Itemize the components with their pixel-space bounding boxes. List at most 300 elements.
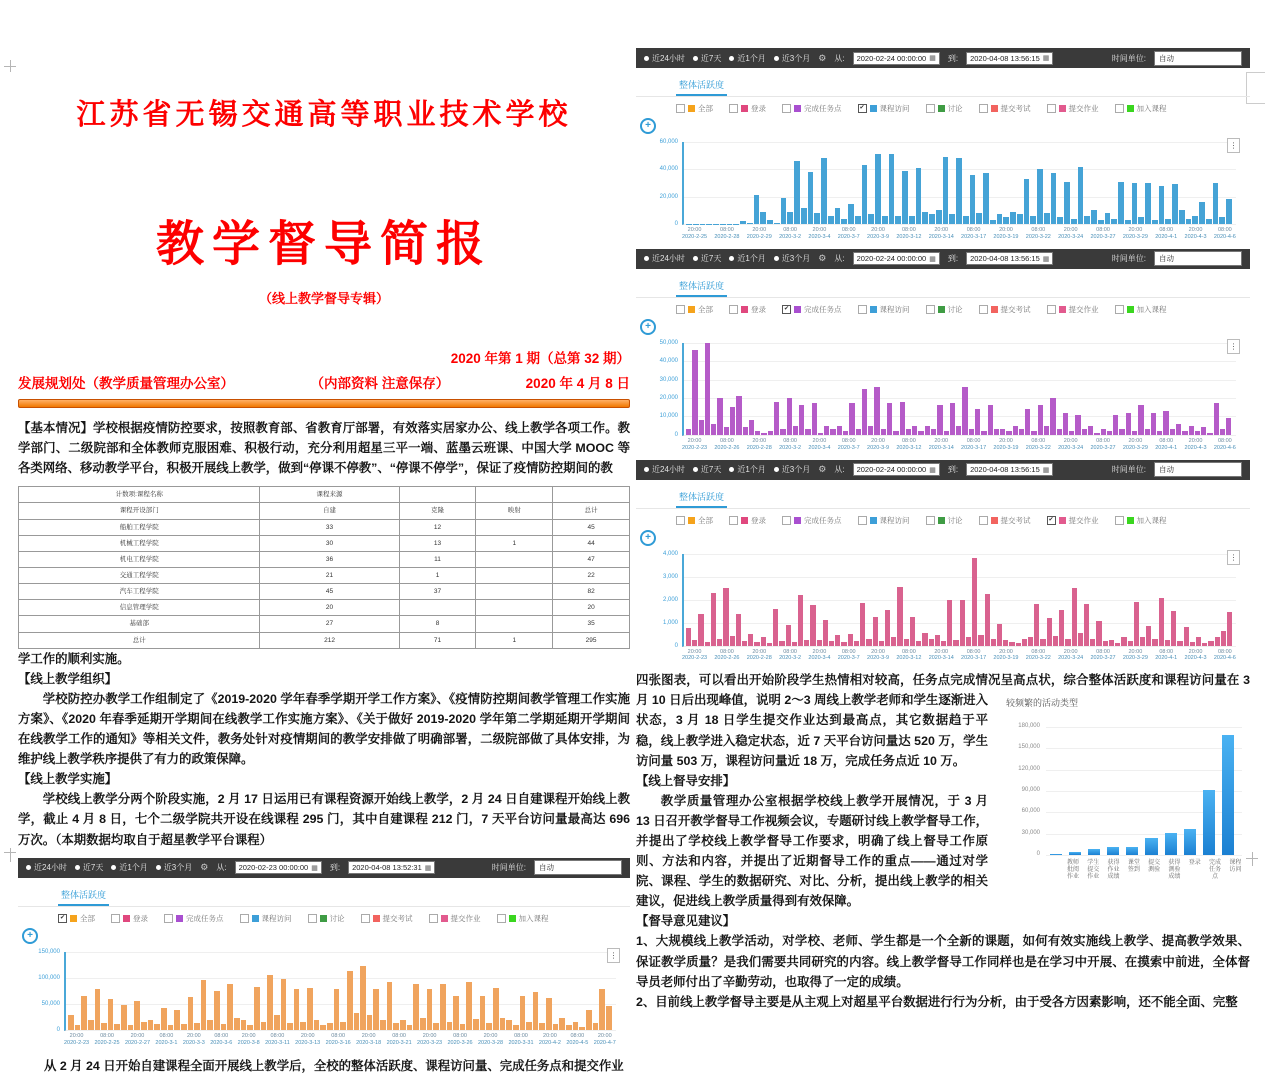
bar [698,614,703,645]
y-axis-label: 50,000 [20,1001,60,1007]
radio-dot-icon [644,256,649,261]
to-date-input[interactable]: 2020-04-08 13:56:15 ▦ [966,52,1053,65]
bar [835,208,841,224]
bar [997,624,1002,646]
bar [148,1020,154,1029]
legend-label: 完成任务点 [804,304,842,315]
legend-checkbox[interactable] [308,914,317,923]
legend-item[interactable] [497,913,549,924]
bar [1151,413,1156,435]
x-axis-labels [64,1033,616,1047]
table-cell: 45 [260,584,399,600]
x-axis-tick: 08:00 2020-3-17 [961,227,986,241]
legend-item[interactable] [926,515,963,526]
legend-checkbox[interactable] [729,104,738,113]
legend-item[interactable] [308,913,345,924]
to-date-input[interactable]: 2020-04-08 13:52:31 ▦ [348,861,435,874]
time-range-radio[interactable]: 近3个月 [774,53,810,64]
bar [868,426,873,435]
bar [866,639,871,646]
bar [1078,167,1084,224]
y-axis-label: 120,000 [1000,765,1040,775]
zoom-reset-icon[interactable]: + [640,118,656,134]
bar [1038,405,1043,434]
crop-mark [10,848,11,862]
legend-item[interactable] [1115,304,1167,315]
bar [1184,627,1189,645]
bar [234,1018,240,1029]
tab-overall-activity[interactable]: 整体活跃度 [58,886,109,906]
bar [101,1023,107,1029]
bar [1199,202,1205,224]
radio-dot-icon [774,56,779,61]
legend-checkbox[interactable] [497,914,506,923]
bar [835,635,840,645]
gear-icon[interactable]: ⚙ [200,862,208,873]
gear-icon[interactable]: ⚙ [818,253,826,264]
bar [134,1001,140,1030]
time-range-radio[interactable]: 近24小时 [26,862,67,873]
bar [1050,854,1062,855]
zoom-reset-icon[interactable]: + [640,319,656,335]
legend-checkbox[interactable] [676,305,685,314]
legend-item[interactable] [676,304,713,315]
gear-icon[interactable]: ⚙ [818,53,826,64]
bar [950,403,955,434]
bar [1047,618,1052,646]
legend-item[interactable] [858,304,910,315]
table-cell: 克隆 [399,503,476,519]
bar [929,639,934,646]
category-label: 课堂签到 [1127,860,1140,882]
bar [736,614,741,645]
y-axis-label: 0 [638,643,678,649]
legend-label: 提交作业 [1069,103,1099,114]
bar [922,633,927,646]
time-range-radio[interactable]: 近7天 [693,253,721,264]
time-range-radio[interactable]: 近1个月 [729,53,765,64]
legend-item[interactable] [729,103,766,114]
y-axis-label: 0 [20,1027,60,1033]
legend-item[interactable] [164,913,224,924]
x-axis-tick: 08:00 2020-3-16 [326,1033,351,1047]
legend-checkbox[interactable]: ✔ [858,104,867,113]
bars-area [686,142,1232,224]
bar [1084,604,1089,645]
legend-swatch [794,105,801,112]
gridline [684,646,1236,647]
legend-checkbox[interactable] [1115,305,1124,314]
bar [774,402,779,435]
bar [1226,418,1231,435]
from-date-input[interactable]: 2020-02-24 00:00:00 ▦ [853,463,940,476]
chart-menu-icon[interactable]: ⋮ [607,948,620,963]
time-unit-select[interactable]: 自动 [534,860,622,875]
bar [1189,426,1194,435]
bar [1152,220,1158,224]
time-range-radio[interactable]: 近7天 [693,53,721,64]
bar-plot [682,142,1236,225]
legend-item[interactable] [1115,515,1167,526]
bar [546,998,552,1029]
legend-item[interactable] [361,913,413,924]
legend-item[interactable] [782,103,842,114]
bar [956,426,961,435]
x-axis-labels [682,649,1236,663]
from-date-input[interactable]: 2020-02-23 00:00:00 ▦ [235,861,322,874]
bar [723,588,728,646]
bar [1172,184,1178,224]
chart-legend [676,103,1250,114]
legend-swatch [938,105,945,112]
legend-checkbox[interactable]: ✔ [1047,516,1056,525]
x-axis-tick: 20:00 2020-3-19 [993,227,1018,241]
legend-item[interactable] [926,103,963,114]
legend-checkbox[interactable] [240,914,249,923]
bar [686,628,691,645]
legend-item[interactable] [676,515,713,526]
bar [447,1022,453,1030]
table-cell: 汽车工程学院 [19,584,260,600]
x-axis-tick: 08:00 2020-2-25 [94,1033,119,1047]
legend-item[interactable] [729,304,766,315]
legend-checkbox[interactable] [782,104,791,113]
bar [891,637,896,645]
bar [533,992,539,1029]
table-cell: 机械工程学院 [19,535,260,551]
bars-area [686,343,1232,435]
bar-plot [64,952,616,1031]
bar [792,642,797,645]
time-unit-select[interactable]: 自动 [1154,51,1242,66]
bar [201,980,207,1029]
bar [692,350,697,435]
heading-online-teaching-impl: 【线上教学实施】 [18,769,630,789]
page2-body [636,670,1250,1012]
bar [1044,213,1050,224]
tab-overall-activity[interactable]: 整体活跃度 [676,277,727,297]
chart-menu-icon[interactable]: ⋮ [1227,138,1240,153]
legend-item[interactable] [858,515,910,526]
time-range-radio[interactable]: 近24小时 [644,464,685,475]
legend-checkbox[interactable] [111,914,120,923]
legend-item[interactable] [926,304,963,315]
legend-label: 提交考试 [383,913,413,924]
bar [1177,641,1182,646]
time-range-radio[interactable]: 近3个月 [774,464,810,475]
bulletin-title: 教学督导简报 [18,205,630,274]
bar-plot [682,554,1236,647]
time-range-radio[interactable]: 近1个月 [729,253,765,264]
legend-item[interactable] [111,913,148,924]
bar [798,595,803,646]
legend-item[interactable] [782,304,842,315]
legend-item[interactable] [1047,515,1099,526]
bar [1157,431,1162,435]
legend-item[interactable] [979,103,1031,114]
tab-overall-activity[interactable]: 整体活跃度 [676,76,727,96]
bar [466,982,472,1030]
time-unit-label: 时间单位: [1112,253,1146,264]
bar [1111,219,1117,224]
bar [781,198,787,224]
bar [981,431,986,435]
x-axis-tick: 20:00 2020-4-2 [539,1033,561,1047]
bar [740,221,746,224]
bar [736,396,741,435]
x-axis-tick: 20:00 2020-3-9 [867,227,889,241]
bar [433,1023,439,1029]
chart-legend [676,304,1250,315]
time-range-radio[interactable]: 近7天 [693,464,721,475]
time-range-radio[interactable]: 近1个月 [729,464,765,475]
time-range-radio[interactable]: 近3个月 [156,862,192,873]
gridline [684,224,1236,225]
bar [936,210,942,224]
legend-item[interactable] [979,515,1031,526]
time-range-radio[interactable]: 近1个月 [111,862,147,873]
legend-swatch [688,105,695,112]
legend-checkbox[interactable] [361,914,370,923]
x-axis-tick: 08:00 2020-3-17 [961,649,986,663]
time-range-radio[interactable]: 近24小时 [644,253,685,264]
bar [794,161,800,224]
y-axis-label: 50,000 [638,340,678,346]
tab-overall-activity[interactable]: 整体活跃度 [676,488,727,508]
table-cell [476,567,553,583]
table-cell [553,487,630,503]
bar [856,429,861,435]
legend-checkbox[interactable] [979,104,988,113]
legend-item[interactable] [782,515,842,526]
bar [387,982,393,1030]
x-axis-tick: 08:00 2020-3-31 [508,1033,533,1047]
bar [978,635,983,645]
bar [855,216,861,224]
bar [1202,643,1207,645]
x-axis-tick: 20:00 2020-3-19 [993,438,1018,452]
x-axis-tick: 20:00 2020-3-4 [808,227,830,241]
gear-icon[interactable]: ⚙ [818,464,826,475]
time-range-radio[interactable]: 近3个月 [774,253,810,264]
calendar-icon: ▦ [1043,466,1050,474]
bar [1105,213,1111,224]
page-1 [18,60,630,1074]
legend-checkbox[interactable] [429,914,438,923]
page-2 [636,48,1250,1012]
bar [711,593,716,646]
x-axis-tick: 08:00 2020-3-12 [896,649,921,663]
legend-checkbox[interactable] [1115,104,1124,113]
time-unit-select[interactable]: 自动 [1154,251,1242,266]
legend-checkbox[interactable] [979,305,988,314]
bar [420,1018,426,1029]
bar [925,426,930,435]
bar [360,966,366,1029]
bulletin-subtitle: （线上教学督导专辑） [18,288,630,307]
bar [873,617,878,646]
legend-item[interactable] [429,913,481,924]
bar [774,223,780,224]
gridline [684,435,1236,436]
bar [380,1020,386,1029]
zoom-reset-icon[interactable]: + [640,530,656,546]
table-cell: 8 [399,616,476,632]
bar [1222,735,1234,854]
legend-checkbox[interactable] [676,516,685,525]
bar [821,158,827,224]
x-axis-tick: 20:00 2020-3-28 [478,1033,503,1047]
bar [983,173,989,224]
category-label: 完成任务点 [1208,860,1221,882]
legend-label: 登录 [133,913,148,924]
x-axis-tick: 08:00 2020-3-26 [448,1033,473,1047]
bar [705,343,710,435]
legend-item[interactable] [729,515,766,526]
x-axis-tick: 08:00 2020-3-17 [961,438,986,452]
chart-menu-icon[interactable]: ⋮ [1227,550,1240,565]
legend-checkbox[interactable] [782,516,791,525]
bar [975,409,980,435]
bar [1010,212,1016,224]
bar [780,429,785,435]
table-cell: 总计 [553,503,630,519]
x-axis-tick: 20:00 2020-4-7 [594,1033,616,1047]
bar [889,154,895,224]
table-cell: 47 [553,551,630,567]
table-cell: 11 [399,551,476,567]
bar [427,989,433,1030]
legend-item[interactable] [240,913,292,924]
bar [207,1020,213,1029]
bar [1016,643,1021,645]
small-chart-title: 较频繁的活动类型 [1006,696,1250,711]
radio-dot-icon [693,256,698,261]
to-date-input[interactable]: 2020-04-08 13:56:15 ▦ [966,252,1053,265]
time-range-radio[interactable]: 近7天 [75,862,103,873]
bar [1184,829,1196,855]
to-date-input[interactable]: 2020-04-08 13:56:15 ▦ [966,463,1053,476]
legend-label: 提交作业 [451,913,481,924]
legend-checkbox[interactable] [1047,104,1056,113]
legend-item[interactable] [979,304,1031,315]
legend-checkbox[interactable] [729,305,738,314]
legend-item[interactable] [1047,304,1099,315]
category-label: 学生提交作业 [1087,860,1100,882]
legend-checkbox[interactable] [1115,516,1124,525]
table-cell: 计数项:课程名称 [19,487,260,503]
x-axis-tick: 08:00 2020-3-22 [1026,227,1051,241]
legend-label: 讨论 [948,304,963,315]
table-cell: 36 [260,551,399,567]
table-cell [476,487,553,503]
bar [1003,217,1009,224]
bar [786,625,791,646]
legend-swatch [70,915,77,922]
time-unit-select[interactable]: 自动 [1154,462,1242,477]
bar [1009,642,1014,645]
bar [906,429,911,435]
bar [1219,217,1225,224]
legend-item[interactable] [58,913,95,924]
bar [1213,183,1219,224]
legend-checkbox[interactable] [676,104,685,113]
legend-label: 课程访问 [880,304,910,315]
calendar-icon: ▦ [1043,54,1050,62]
x-axis-tick: 08:00 2020-3-7 [838,438,860,452]
bar [881,429,886,435]
zoom-reset-icon[interactable]: + [22,928,38,944]
time-range-radio[interactable]: 近24小时 [644,53,685,64]
x-axis-tick: 08:00 2020-3-6 [210,1033,232,1047]
table-cell: 1 [399,567,476,583]
bar [1057,217,1063,224]
y-axis-label: 150,000 [20,949,60,955]
legend-swatch [991,105,998,112]
to-label: 到: [948,253,958,264]
legend-checkbox[interactable] [729,516,738,525]
x-axis-tick: 20:00 2020-3-24 [1058,649,1083,663]
from-date-input[interactable]: 2020-02-24 00:00:00 ▦ [853,52,940,65]
bar [962,387,967,435]
y-axis-label: 0 [1000,850,1040,860]
chart-menu-icon[interactable]: ⋮ [1227,339,1240,354]
legend-checkbox[interactable] [858,305,867,314]
bar [935,635,940,645]
legend-checkbox[interactable]: ✔ [58,914,67,923]
bar [1196,637,1201,645]
bar [787,398,792,435]
legend-checkbox[interactable] [926,104,935,113]
legend-swatch [1127,105,1134,112]
bar [486,1023,492,1029]
bar [1028,637,1033,645]
bar [997,214,1003,224]
legend-label: 登录 [751,103,766,114]
from-date-input[interactable]: 2020-02-24 00:00:00 ▦ [853,252,940,265]
calendar-icon: ▦ [311,864,318,872]
bar [970,175,976,224]
legend-checkbox[interactable] [979,516,988,525]
legend-swatch [1127,517,1134,524]
x-axis-tick: 08:00 2020-4-6 [1214,438,1236,452]
x-axis-tick: 08:00 2020-3-1 [155,1033,177,1047]
bar [1190,642,1195,645]
legend-swatch [1059,105,1066,112]
x-axis-tick: 20:00 2020-2-28 [747,438,772,452]
legend-item[interactable] [676,103,713,114]
bar [75,1025,81,1029]
bar [1025,409,1030,435]
x-axis-tick: 20:00 2020-2-23 [682,649,707,663]
legend-checkbox[interactable]: ✔ [782,305,791,314]
legend-swatch [938,306,945,313]
bar [1065,639,1070,646]
legend-checkbox[interactable] [1047,305,1056,314]
legend-item[interactable] [858,103,910,114]
table-cell: 295 [553,632,630,648]
bar [1179,210,1185,224]
legend-item[interactable] [1115,103,1167,114]
legend-checkbox[interactable] [164,914,173,923]
x-axis-tick: 20:00 2020-4-3 [1185,649,1207,663]
bar [949,214,955,224]
legend-checkbox[interactable] [926,516,935,525]
legend-item[interactable] [1047,103,1099,114]
legend-checkbox[interactable] [858,516,867,525]
paragraph-text: 月 10 日后出现峰值，说明 2～3 周线上教学老师和学生逐渐进入状态，3 月 18 日学生提交作业达到最高点，其它数据趋于平稳，线上教学进入稳定状态，近 7 天平台访问量达 520 万，学生访问量 503 万，课程访问量近 18 万，完成任务点近 10 万。 [636,693,988,767]
legend-checkbox[interactable] [926,305,935,314]
